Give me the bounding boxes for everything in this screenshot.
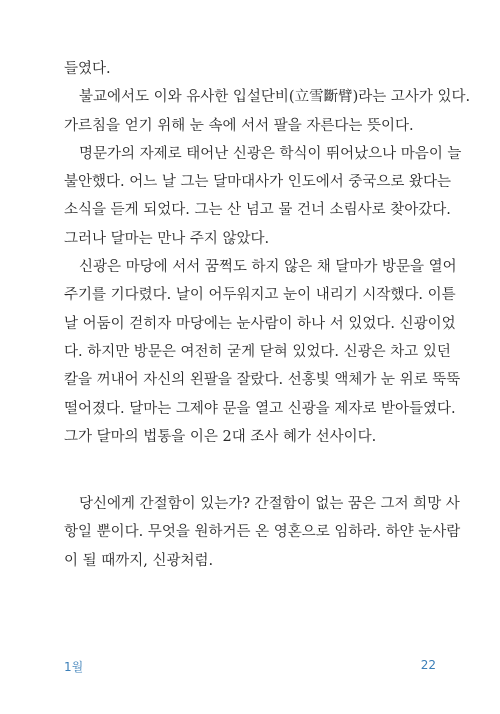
paragraph-5 <box>64 490 461 575</box>
text-line: 명문가의 자제로 태어난 신광은 학식이 뛰어났으나 마음이 늘 <box>79 145 462 162</box>
text-line: 칼을 꺼내어 자신의 왼팔을 잘랐다. 선홍빛 액체가 눈 위로 뚝뚝 <box>64 372 461 389</box>
paragraph-4 <box>64 253 461 451</box>
text-line: 주기를 기다렸다. 날이 어두워지고 눈이 내리기 시작했다. 이튿 <box>64 287 456 304</box>
text-line: 불교에서도 이와 유사한 입설단비(立雪斷臂)라는 고사가 있다. <box>79 89 471 106</box>
text-line: 항일 뿐이다. 무엇을 원하거든 온 영혼으로 임하라. 하얀 눈사람 <box>64 524 461 541</box>
text-line: 이 될 때까지, 신광처럼. <box>64 552 214 569</box>
text-line: 소식을 듣게 되었다. 그는 산 넘고 물 건너 소림사로 찾아갔다. <box>64 202 451 219</box>
text-line: 신광은 마당에 서서 꿈쩍도 하지 않은 채 달마가 방문을 열어 <box>79 259 457 276</box>
text-line: 불안했다. 어느 날 그는 달마대사가 인도에서 중국으로 왔다는 <box>64 174 452 191</box>
text-line: 떨어졌다. 달마는 그제야 문을 열고 신광을 제자로 받아들였다. <box>64 400 456 417</box>
footer-page-number: 22 <box>420 658 436 672</box>
paragraph-1 <box>64 55 436 83</box>
paragraph-2 <box>64 83 471 140</box>
paragraph-3 <box>64 140 462 253</box>
text-line: 당신에게 간절함이 있는가? 간절함이 없는 꿈은 그저 희망 사 <box>79 496 460 513</box>
text-line: 그러나 달마는 만나 주지 않았다. <box>64 230 270 247</box>
footer-section-label: 1월 <box>64 660 84 674</box>
text-line: 그가 달마의 법통을 이은 2대 조사 혜가 선사이다. <box>64 428 377 445</box>
text-line: 날 어둠이 걷히자 마당에는 눈사람이 하나 서 있었다. 신광이었 <box>64 315 456 332</box>
page-body <box>64 55 471 575</box>
text-line: 다. 하지만 방문은 여전히 굳게 닫혀 있었다. 신광은 차고 있던 <box>64 343 451 360</box>
paragraph-spacer <box>64 451 436 490</box>
text-line: 가르침을 얻기 위해 눈 속에 서서 팔을 자른다는 뜻이다. <box>64 117 414 134</box>
text-line: 들였다. <box>64 61 111 77</box>
